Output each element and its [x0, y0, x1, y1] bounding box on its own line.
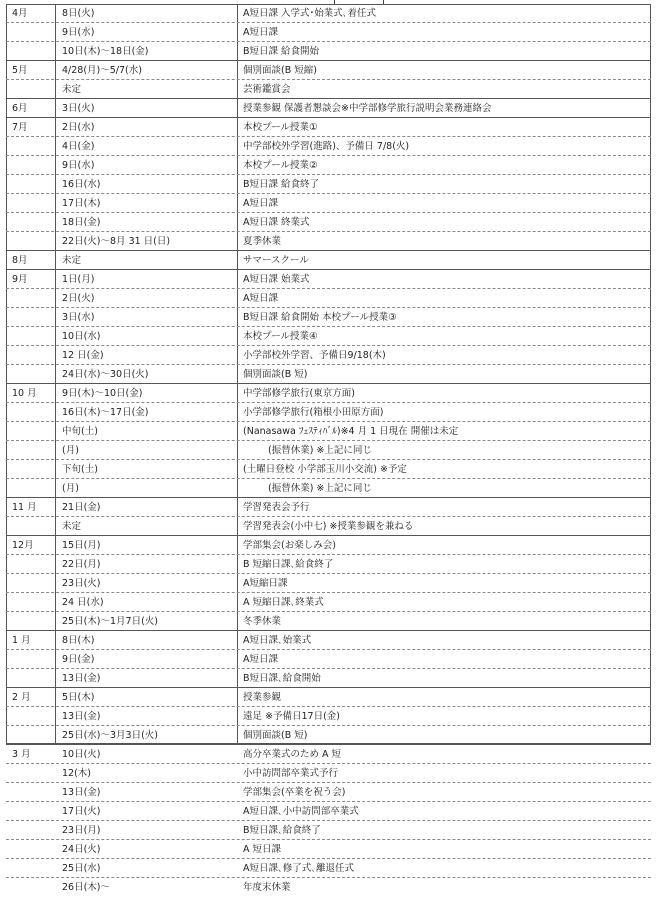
- event-cell: A短日課､小中訪問部卒業式: [243, 806, 359, 817]
- table-row: [6, 270, 651, 289]
- date-cell: 16日(水): [62, 179, 101, 190]
- table-row: [6, 536, 651, 555]
- event-cell: B短日課 給食開始: [243, 46, 320, 57]
- month-cell: 1 月: [12, 635, 31, 646]
- table-row: [6, 80, 651, 99]
- date-cell: 13日(金): [62, 787, 101, 798]
- table-row: [6, 422, 651, 441]
- date-cell: 24 日(水): [62, 597, 104, 608]
- date-cell: 9日(水): [62, 160, 95, 171]
- event-cell: 芸術鑑賞会: [243, 84, 291, 95]
- table-row: [6, 688, 651, 707]
- month-cell: 5月: [12, 65, 28, 76]
- date-cell: 10日(火): [62, 749, 101, 760]
- table-row: [6, 289, 651, 308]
- date-cell: 17日(木): [62, 198, 101, 209]
- date-cell: 8日(火): [62, 8, 95, 19]
- date-cell: 13日(金): [62, 711, 101, 722]
- event-cell: A短日課: [243, 198, 278, 209]
- event-cell: A短日課 入学式･始業式､着任式: [243, 8, 377, 19]
- event-cell: A短日課 始業式: [243, 274, 310, 285]
- date-cell: 3日(水): [62, 312, 95, 323]
- date-cell: 9日(木)～10日(金): [62, 388, 143, 399]
- date-cell: 13日(金): [62, 673, 101, 684]
- event-cell: (振替休業) ※上記に同じ: [268, 445, 372, 456]
- table-row: [6, 479, 651, 498]
- table-row: [6, 650, 651, 669]
- table-row: [6, 99, 651, 118]
- event-cell: 個別面談(B 短): [243, 730, 308, 741]
- table-row: [6, 555, 651, 574]
- date-cell: 25日(木)～1月7日(火): [62, 616, 159, 627]
- table-row: [6, 460, 651, 479]
- event-cell: 小学部校外学習、予備日9/18(木): [243, 350, 386, 361]
- event-cell: (土曜日登校 小学部玉川小交流) ※予定: [243, 464, 407, 475]
- table-row: [6, 384, 651, 403]
- date-cell: 下旬(土): [62, 464, 98, 475]
- event-cell: 遠足 ※予備日17日(金): [243, 711, 340, 722]
- date-cell: 12(木): [62, 768, 92, 779]
- table-row: [6, 612, 651, 631]
- event-cell: B短日課 給食終了: [243, 179, 320, 190]
- table-row: [6, 327, 651, 346]
- event-cell: 学習発表会(小中七) ※授業参観を兼ねる: [243, 521, 414, 532]
- event-cell: 小学部修学旅行(箱根小田原方面): [243, 407, 384, 418]
- date-cell: 24日(水)～30日(火): [62, 369, 149, 380]
- date-cell: 25日(水)～3月3日(火): [62, 730, 159, 741]
- table-row: [6, 42, 651, 61]
- table-row: [6, 194, 651, 213]
- event-cell: A 短縮日課､終業式: [243, 597, 324, 608]
- date-cell: 9日(水): [62, 27, 95, 38]
- table-row: [6, 517, 651, 536]
- table-row: [6, 346, 651, 365]
- date-cell: 23日(火): [62, 578, 101, 589]
- table-row: [6, 726, 651, 745]
- event-cell: 個別面談(B 短縮): [243, 65, 317, 76]
- table-row: [6, 213, 651, 232]
- event-cell: 授業参観: [243, 692, 282, 703]
- event-cell: 夏季休業: [243, 236, 282, 247]
- date-cell: 22日(火)～8月 31 日(日): [62, 236, 171, 247]
- table-row: [6, 821, 651, 840]
- date-cell: 25日(水): [62, 863, 101, 874]
- table-row: [6, 878, 651, 897]
- date-cell: 26日(木)～: [62, 882, 111, 893]
- date-cell: 未定: [62, 255, 82, 266]
- event-cell: A短日課 終業式: [243, 217, 310, 228]
- table-row: [6, 707, 651, 726]
- table-row: [6, 783, 651, 802]
- date-cell: 10日(木)～18日(金): [62, 46, 149, 57]
- table-row: [6, 574, 651, 593]
- date-cell: 21日(金): [62, 502, 101, 513]
- event-cell: A短日課､始業式: [243, 635, 312, 646]
- table-row: [6, 441, 651, 460]
- event-cell: B 短縮日課､給食終了: [243, 559, 334, 570]
- month-cell: 6月: [12, 103, 28, 114]
- event-cell: 中学部修学旅行(東京方面): [243, 388, 355, 399]
- table-row: [6, 631, 651, 650]
- date-cell: (月): [62, 445, 79, 456]
- event-cell: 授業参観 保護者懇談会※中学部修学旅行説明会業務連絡会: [243, 103, 492, 114]
- table-row: [6, 156, 651, 175]
- event-cell: A短日課､修了式､離退任式: [243, 863, 354, 874]
- date-cell: 12 日(金): [62, 350, 104, 361]
- table-row: [6, 23, 651, 42]
- event-cell: (振替休業) ※上記に同じ: [268, 483, 372, 494]
- event-cell: 本校プール授業①: [243, 122, 318, 133]
- month-cell: 8月: [12, 255, 28, 266]
- event-cell: A短日課: [243, 27, 278, 38]
- event-cell: B短日課､給食開始: [243, 673, 321, 684]
- event-cell: B短日課､給食終了: [243, 825, 321, 836]
- date-cell: 17日(火): [62, 806, 101, 817]
- event-cell: (Nanasawa ﾌｪｽﾃｨﾊﾞﾙ)※4 月 1 日現在 開催は未定: [243, 426, 459, 437]
- date-cell: 23日(月): [62, 825, 101, 836]
- month-cell: 11 月: [12, 502, 37, 513]
- date-cell: 2日(水): [62, 122, 95, 133]
- event-cell: B短日課 給食開始 本校プール授業③: [243, 312, 397, 323]
- event-cell: 個別面談(B 短): [243, 369, 308, 380]
- event-cell: 年度末休業: [243, 882, 291, 893]
- month-cell: 2 月: [12, 692, 31, 703]
- table-row: [6, 232, 651, 251]
- event-cell: 本校プール授業④: [243, 331, 318, 342]
- date-cell: 未定: [62, 521, 82, 532]
- table-row: [6, 764, 651, 783]
- event-cell: 学習発表会予行: [243, 502, 310, 513]
- month-cell: 12月: [12, 540, 34, 551]
- date-cell: 2日(火): [62, 293, 95, 304]
- table-row: [6, 118, 651, 137]
- date-cell: 10日(水): [62, 331, 101, 342]
- table-row: [6, 593, 651, 612]
- table-row: [6, 4, 651, 23]
- table-row: [6, 802, 651, 821]
- event-cell: A短縮日課: [243, 578, 288, 589]
- table-row: [6, 403, 651, 422]
- date-cell: 1日(月): [62, 274, 95, 285]
- event-cell: A 短日課: [243, 844, 282, 855]
- event-cell: 学部集会(卒業を祝う会): [243, 787, 346, 798]
- table-row: [6, 251, 651, 270]
- date-cell: 18日(金): [62, 217, 101, 228]
- date-cell: 15日(月): [62, 540, 101, 551]
- date-cell: 未定: [62, 84, 82, 95]
- month-cell: 10 月: [12, 388, 37, 399]
- event-cell: サマースクール: [243, 255, 309, 266]
- date-cell: (月): [62, 483, 79, 494]
- event-cell: 中学部校外学習(進路)、予備日 7/8(火): [243, 141, 410, 152]
- event-cell: 本校プール授業②: [243, 160, 318, 171]
- date-cell: 4/28(月)～5/7(水): [62, 65, 142, 76]
- month-cell: 7月: [12, 122, 28, 133]
- event-cell: 冬季休業: [243, 616, 282, 627]
- annual-schedule-table: [6, 4, 651, 897]
- event-cell: 学部集会(お楽しみ会): [243, 540, 336, 551]
- table-row: [6, 308, 651, 327]
- date-cell: 16日(木)～17日(金): [62, 407, 149, 418]
- table-row: [6, 137, 651, 156]
- month-cell: 4月: [12, 8, 28, 19]
- month-cell: 9月: [12, 274, 28, 285]
- date-cell: 24日(火): [62, 844, 101, 855]
- table-row: [6, 669, 651, 688]
- table-row: [6, 498, 651, 517]
- date-cell: 22日(月): [62, 559, 101, 570]
- table-row: [6, 745, 651, 764]
- table-row: [6, 859, 651, 878]
- event-cell: A短日課: [243, 293, 278, 304]
- table-row: [6, 365, 651, 384]
- date-cell: 中旬(土): [62, 426, 98, 437]
- date-cell: 8日(木): [62, 635, 95, 646]
- date-cell: 9日(金): [62, 654, 95, 665]
- table-row: [6, 61, 651, 80]
- event-cell: A短日課: [243, 654, 278, 665]
- date-cell: 4日(金): [62, 141, 95, 152]
- event-cell: 小中訪問部卒業式予行: [243, 768, 339, 779]
- event-cell: 高分卒業式のため A 短: [243, 749, 342, 760]
- date-cell: 5日(木): [62, 692, 95, 703]
- table-row: [6, 840, 651, 859]
- month-cell: 3 月: [12, 749, 31, 760]
- date-cell: 3日(火): [62, 103, 95, 114]
- table-row: [6, 175, 651, 194]
